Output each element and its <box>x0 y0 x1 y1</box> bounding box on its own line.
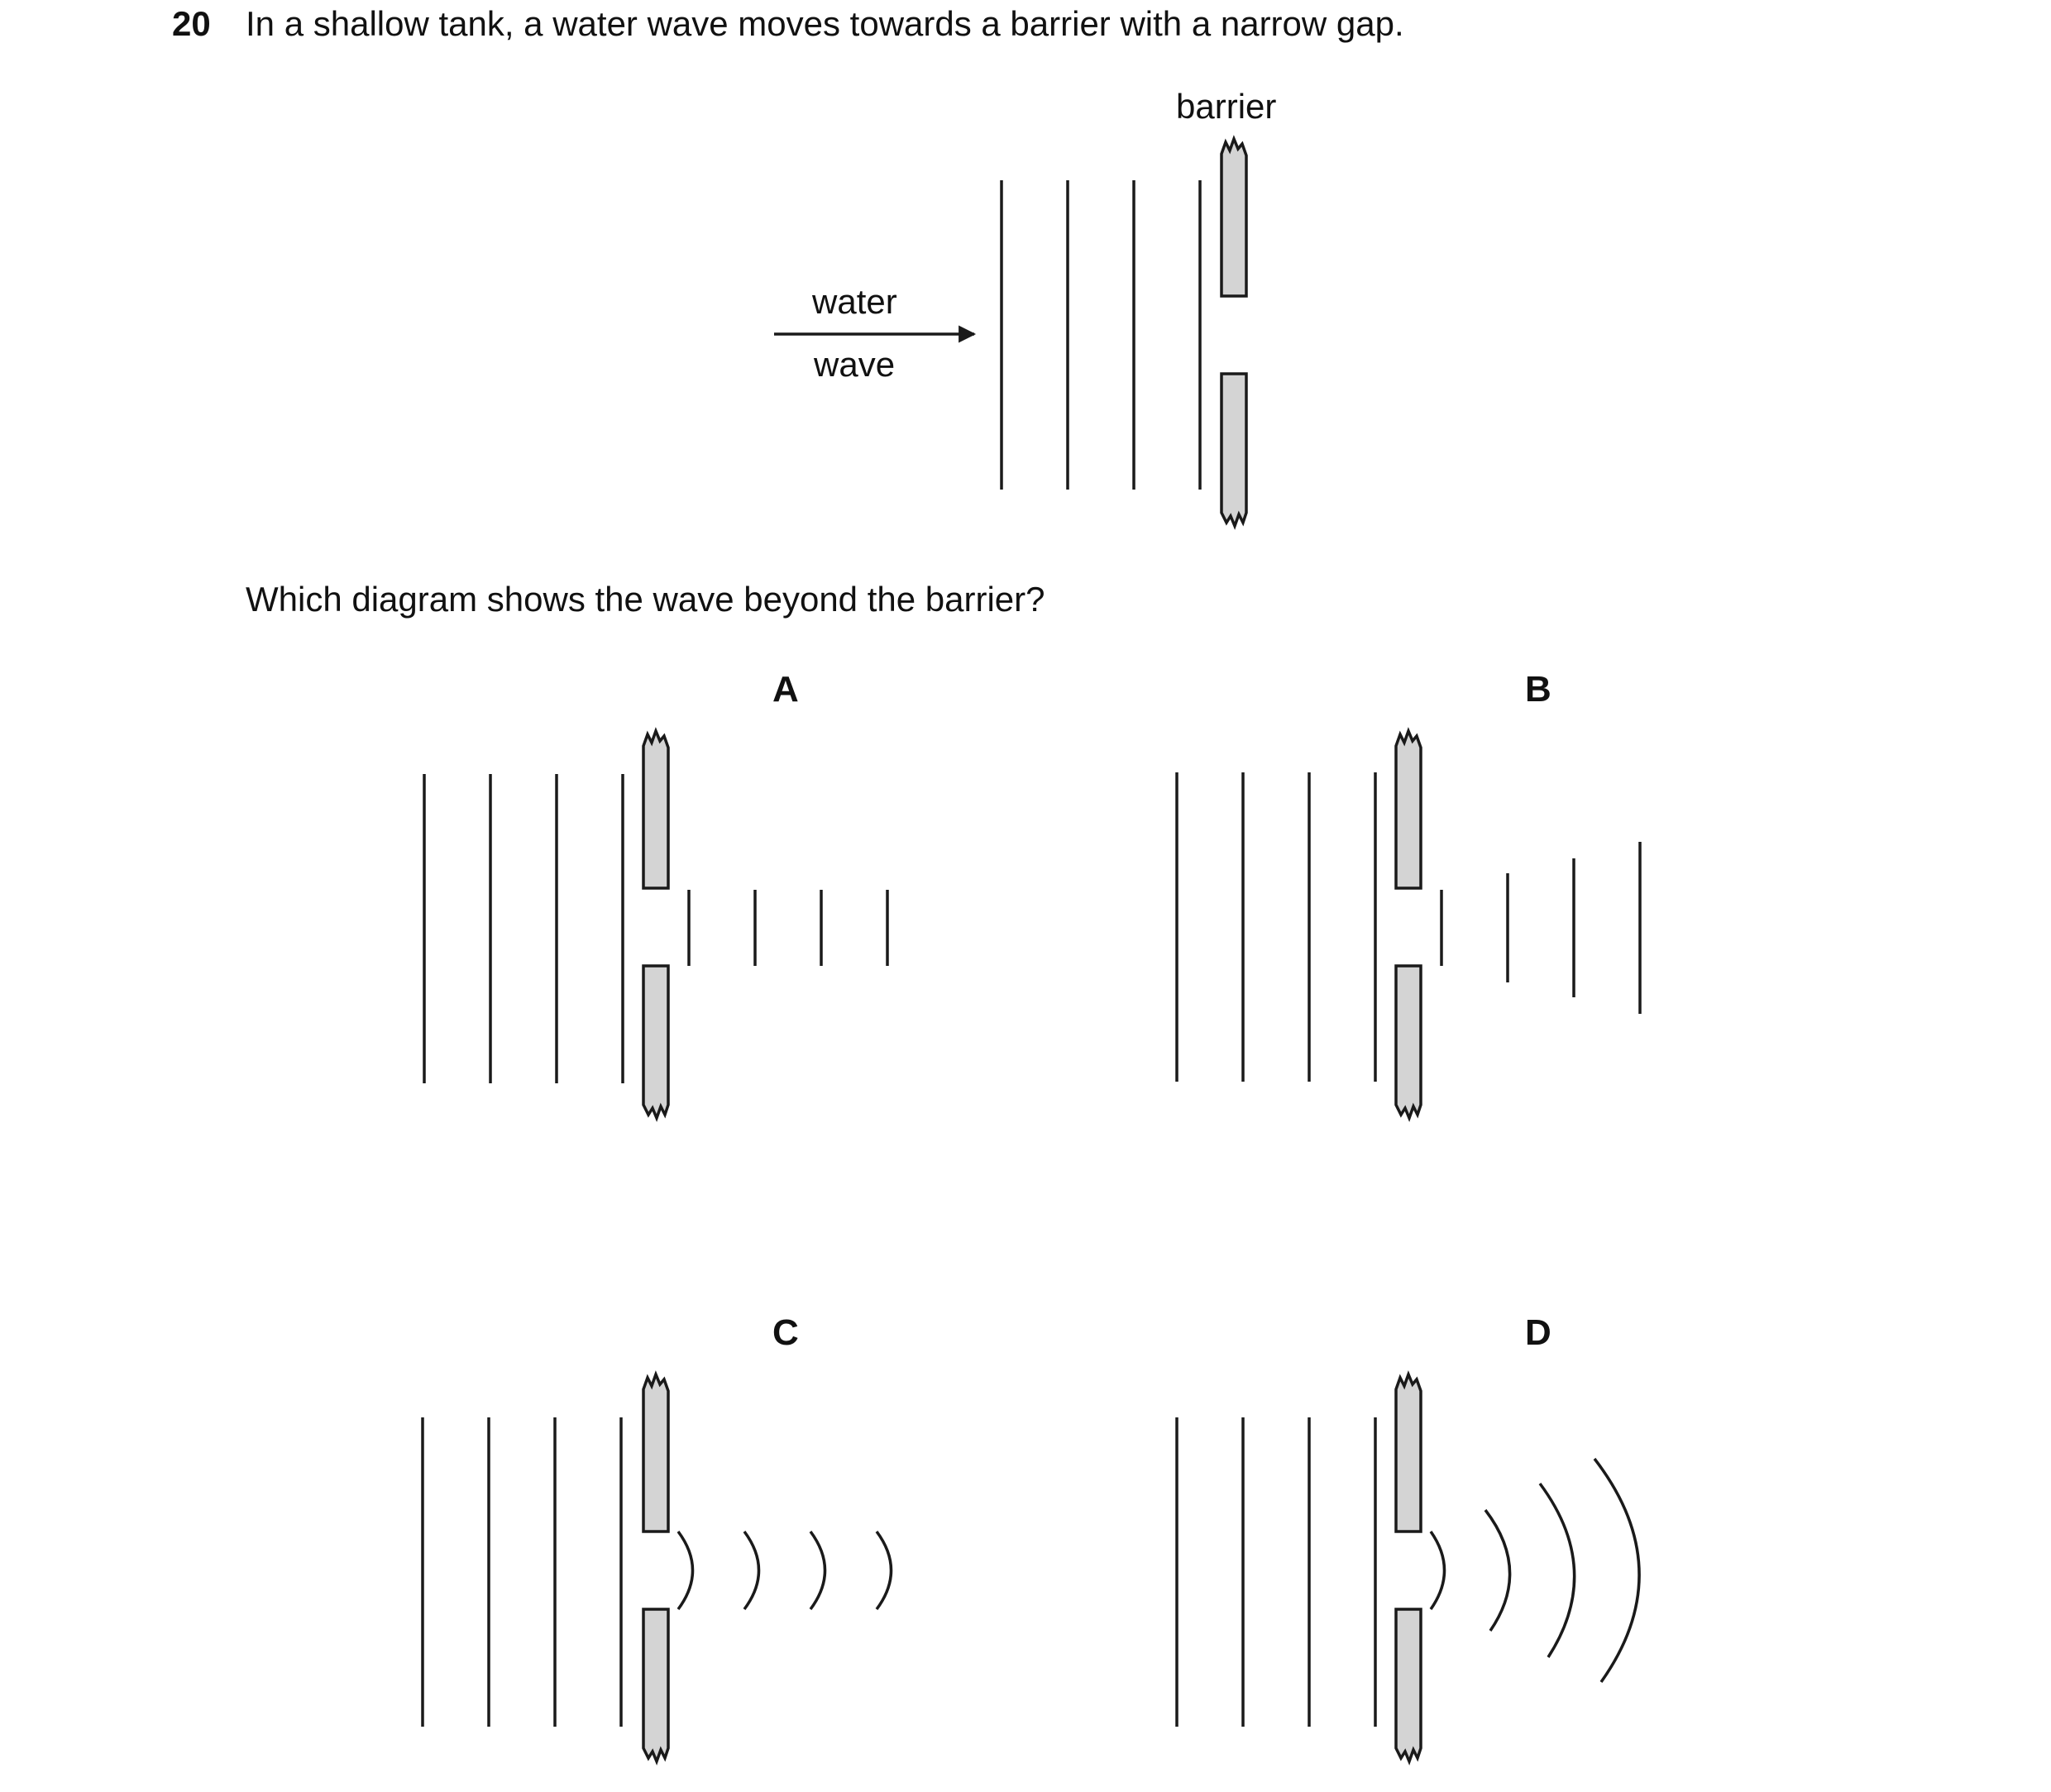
barrier-lower <box>1222 374 1246 526</box>
main-diagram <box>774 139 1246 526</box>
question-prompt: Which diagram shows the wave beyond the barrier? <box>246 580 1045 619</box>
option-a-diagram[interactable] <box>424 731 887 1118</box>
option-letter-d: D <box>1525 1312 1551 1353</box>
transmitted-wavefront <box>1485 1510 1510 1631</box>
transmitted-wavefront <box>810 1532 825 1609</box>
barrier-lower <box>1396 966 1421 1118</box>
question-stem: In a shallow tank, a water wave moves towards a barrier with a narrow gap. <box>246 4 1404 43</box>
option-letter-c: C <box>772 1312 799 1353</box>
option-d-diagram[interactable] <box>1177 1374 1639 1761</box>
question-number: 20 <box>172 4 211 43</box>
barrier-lower <box>1396 1609 1421 1761</box>
barrier-upper <box>1396 1374 1421 1532</box>
transmitted-wavefront <box>744 1532 759 1609</box>
transmitted-wavefront <box>678 1532 693 1609</box>
barrier-upper <box>1396 731 1421 888</box>
transmitted-wavefront <box>1594 1459 1639 1682</box>
option-letter-b: B <box>1525 669 1551 710</box>
option-b-diagram[interactable] <box>1177 731 1640 1118</box>
barrier-label: barrier <box>1176 87 1277 126</box>
transmitted-wavefront <box>877 1532 892 1609</box>
option-letter-a: A <box>772 669 799 710</box>
arrow-label-wave: wave <box>814 345 896 384</box>
barrier-upper <box>643 731 668 888</box>
barrier-lower <box>643 1609 668 1761</box>
option-c-diagram[interactable] <box>423 1374 892 1761</box>
barrier-upper <box>643 1374 668 1532</box>
transmitted-wavefront <box>1431 1532 1445 1609</box>
barrier-upper <box>1222 139 1246 296</box>
arrow-label-water: water <box>812 282 897 321</box>
transmitted-wavefront <box>1540 1484 1575 1657</box>
barrier-lower <box>643 966 668 1118</box>
